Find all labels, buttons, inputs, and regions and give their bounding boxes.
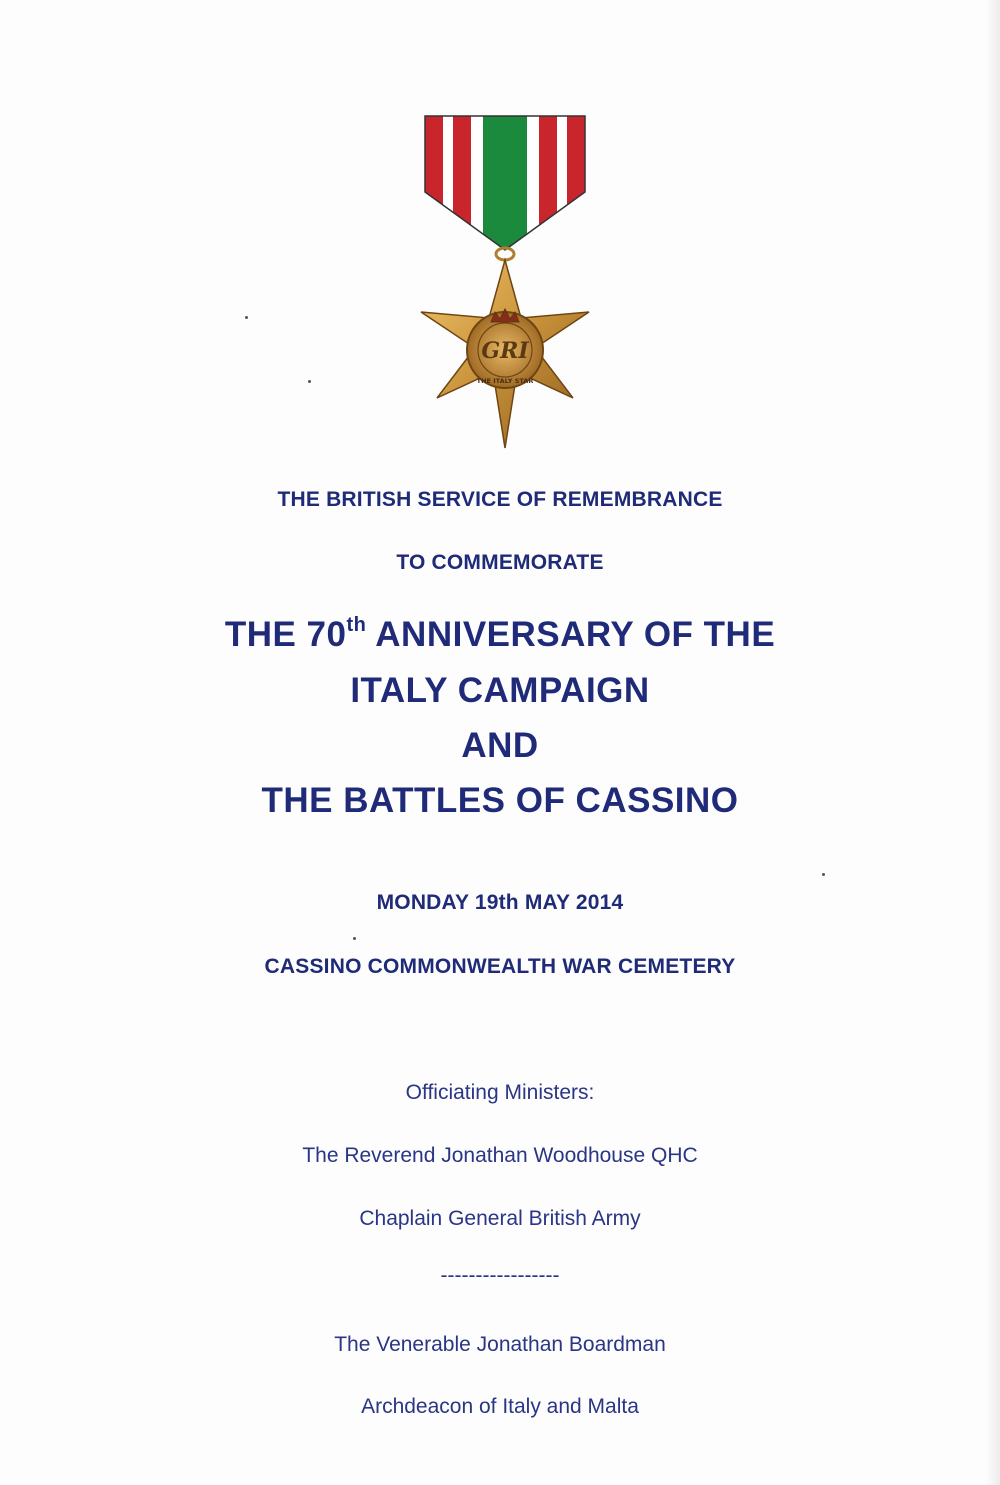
ministers-heading: Officiating Ministers: — [405, 1081, 595, 1104]
scan-speck — [245, 316, 248, 319]
svg-text:GRI: GRI — [481, 338, 529, 364]
minister-2-role: Archdeacon of Italy and Malta — [361, 1395, 639, 1418]
title-line-4: THE BATTLES OF CASSINO — [261, 781, 739, 820]
service-heading: THE BRITISH SERVICE OF REMEMBRANCE — [277, 488, 723, 511]
title-line-3: AND — [461, 726, 539, 765]
scan-speck — [308, 380, 311, 383]
scan-speck — [822, 873, 825, 876]
title-line-1 — [0, 615, 1000, 655]
commemorate-heading: TO COMMEMORATE — [396, 551, 604, 574]
minister-1-role: Chaplain General British Army — [359, 1207, 641, 1230]
minister-2-name: The Venerable Jonathan Boardman — [334, 1333, 666, 1356]
event-venue: CASSINO COMMONWEALTH WAR CEMETERY — [264, 955, 736, 978]
title-line-1-prefix: THE 70 — [224, 615, 347, 654]
minister-1-name: The Reverend Jonathan Woodhouse QHC — [302, 1144, 698, 1167]
separator-dashes: ----------------- — [440, 1264, 560, 1287]
title-line-1-suffix: ANNIVERSARY OF THE — [366, 615, 776, 654]
event-date: MONDAY 19th MAY 2014 — [376, 891, 624, 914]
title-line-1-superscript: th — [346, 614, 367, 636]
medal-ribbon — [425, 112, 585, 257]
title-line-2: ITALY CAMPAIGN — [350, 671, 650, 710]
italy-star-medal-icon — [405, 112, 605, 457]
scan-speck — [353, 937, 356, 940]
svg-text:THE ITALY STAR: THE ITALY STAR — [476, 377, 534, 385]
